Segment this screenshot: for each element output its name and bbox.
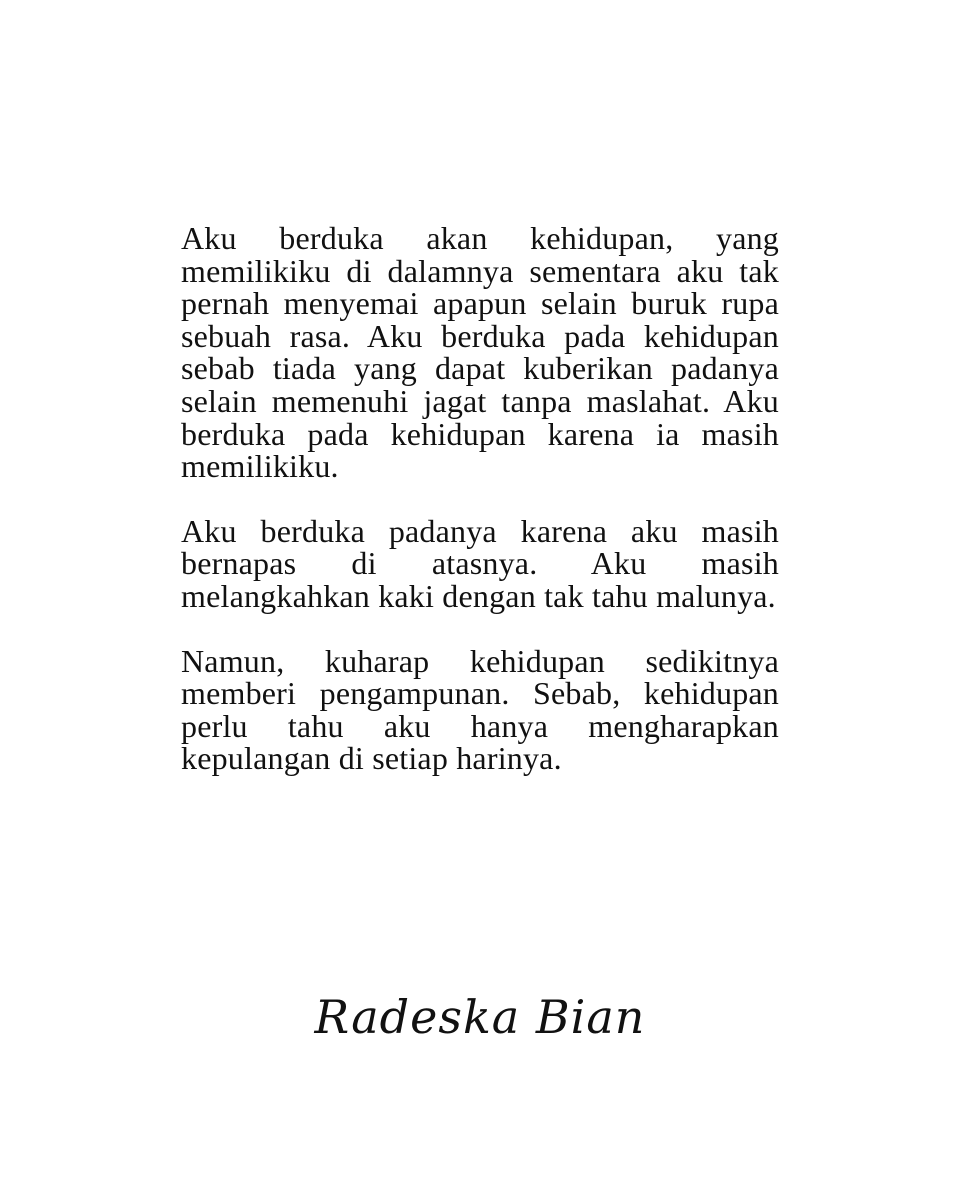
poem-paragraph-3: Namun, kuharap kehidupan sedikitnya memberi pengampunan. Sebab, kehidupan perlu tahu aku hanya mengharapkan kepulangan di setiap harinya. <box>181 642 779 777</box>
author-signature: Radeska Bian <box>314 990 646 1044</box>
poem-body <box>181 222 779 807</box>
poem-paragraph-1: Aku berduka akan kehidupan, yang memilikiku di dalamnya sementara aku tak pernah menyemai apapun selain buruk rupa sebuah rasa. Aku berduka pada kehidupan sebab tiada yang dapat kuberikan padanya selain memenuhi jagat tanpa maslahat. Aku berduka pada kehidupan karena ia masih memilikiku. <box>181 220 779 485</box>
poem-paragraph-2: Aku berduka padanya karena aku masih bernapas di atasnya. Aku masih melangkahkan kaki dengan tak tahu malunya. <box>181 512 779 614</box>
